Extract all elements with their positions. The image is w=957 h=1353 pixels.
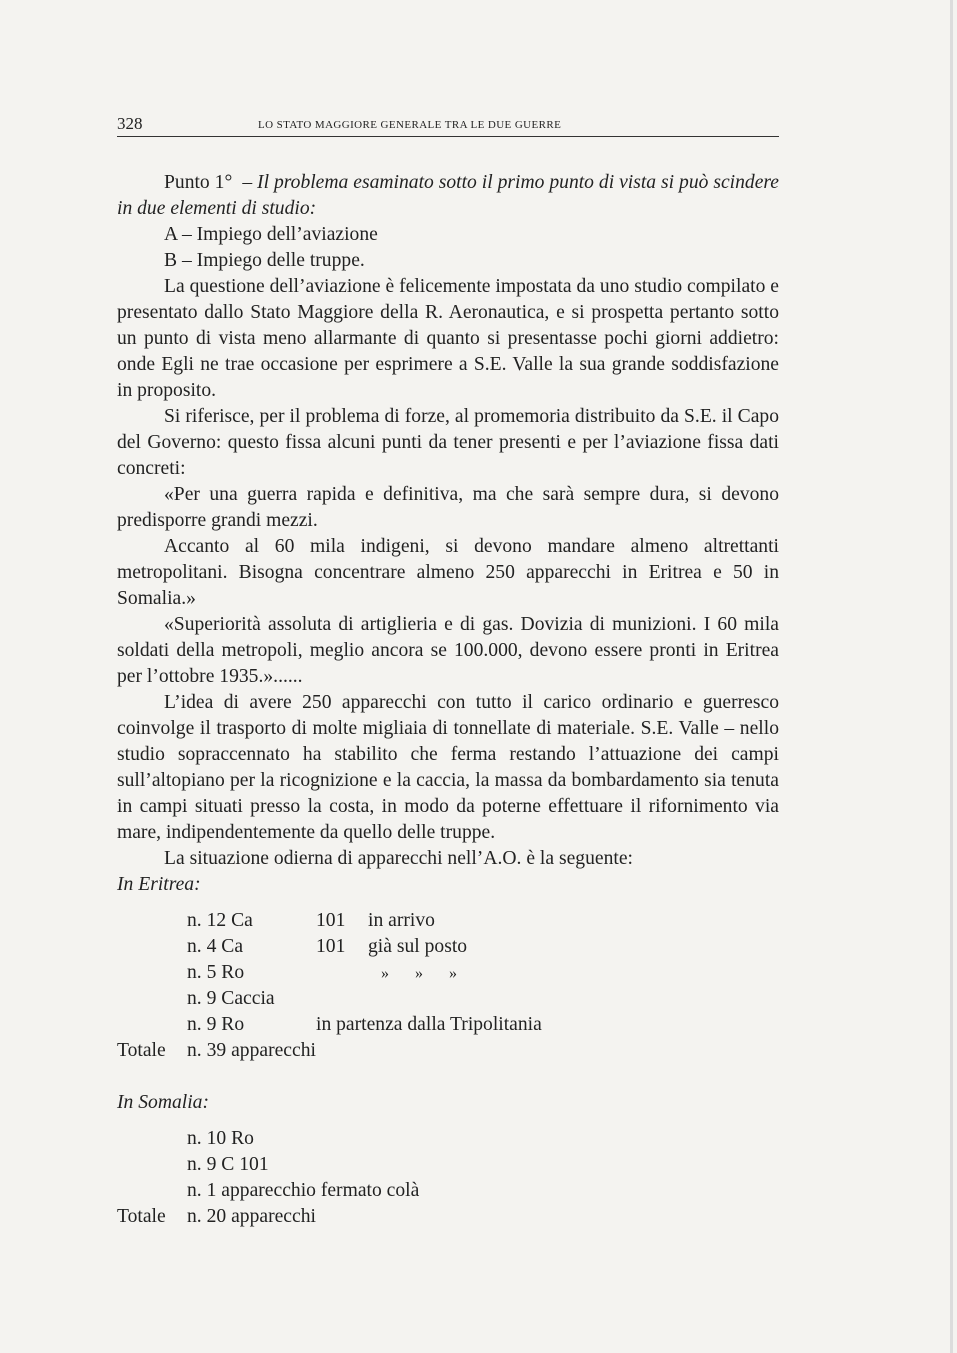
paragraph-7: La situazione odierna di apparecchi nell’A.O. è la seguente: [164,848,633,869]
table-row [117,934,779,960]
table-row [117,1152,779,1178]
point-label: Punto 1° [164,172,233,193]
spacer [117,1064,779,1090]
point-1-paragraph [117,170,779,222]
total-row [117,1038,779,1064]
running-head-title: LO STATO MAGGIORE GENERALE TRA LE DUE GUERRE [258,119,562,131]
cell-quantity: n. 9 Caccia [187,988,275,1009]
paragraph-4: Accanto al 60 mila indigeni, si devono mandare almeno altrettanti metropolitani. Bisogna concentrare almeno 250 apparecchi in Eritrea e 50 in Somalia.» [117,536,779,609]
somalia-title: In Somalia: [117,1092,209,1113]
cell-status: in arrivo [368,910,435,931]
spacer [117,1116,779,1126]
table-row [117,1012,779,1038]
total-label: Totale [117,1040,166,1061]
eritrea-title: In Eritrea: [117,874,201,895]
ditto-mark: » [449,965,457,982]
paragraph-5: «Superiorità assoluta di artiglieria e di gas. Dovizia di munizioni. I 60 mila soldati della metropoli, meglio ancora se 100.000, devono essere pronti in Eritrea per l’ottobre 1935.»...... [117,614,779,687]
total-row [117,1204,779,1230]
cell-model [316,986,368,1012]
paragraph-1: La questione dell’aviazione è felicemente impostata da uno studio compilato e presentato dallo Stato Maggiore della R. Aeronautica, e si prospetta pertanto sotto un punto di vista meno allarmante di quanto si presentasse pochi giorni addietro: onde Egli ne trae occasione per esprimere a S.E. Valle la sua grande soddisfazione in proposito. [117,276,779,401]
cell-quantity: n. 4 Ca [187,936,244,957]
cell-quantity: n. 5 Ro [187,962,245,983]
point-text: – Il problema esaminato sotto il primo punto di vista si può scindere in due elementi di studio: [117,172,780,219]
body-text [117,170,779,1230]
cell-quantity: n. 9 C 101 [187,1154,269,1175]
cell-model [316,960,368,986]
spacer [117,898,779,908]
cell-model: 101 [316,910,346,931]
ditto-mark: » [415,965,423,982]
running-head [117,114,779,137]
paragraph-2: Si riferisce, per il problema di forze, al promemoria distribuito da S.E. il Capo del Governo: questo fissa alcuni punti da tener presenti e per l’aviazione fissa dati concreti: [117,406,779,479]
paragraph-6: L’idea di avere 250 apparecchi con tutto il carico ordinario e guerresco coinvolge il trasporto di molte migliaia di tonnellate di materiale. S.E. Valle – nello studio sopraccennato ha stabilito che ferma restando l’attuazione dei campi sull’altopiano per la ricognizione e la caccia, la massa da bombardamento sia tenuta in campi situati presso la costa, in modo da poterne effettuare il rifornimento via mare, indipendentemente da quello delle truppe. [117,692,779,843]
table-row [117,960,779,986]
cell-quantity: n. 10 Ro [187,1128,254,1149]
cell-model: 101 [316,936,346,957]
cell-quantity: n. 1 apparecchio fermato colà [187,1180,420,1201]
eritrea-table [117,908,779,1064]
paragraph-3: «Per una guerra rapida e definitiva, ma che sarà sempre dura, si devono predisporre grandi mezzi. [117,484,779,531]
total-label: Totale [117,1206,166,1227]
cell-status: in partenza dalla Tripolitania [316,1014,542,1035]
cell-status-ditto [368,960,470,986]
table-row [117,986,779,1012]
table-row [117,1178,779,1204]
total-value: n. 39 apparecchi [187,1040,316,1061]
total-value: n. 20 apparecchi [187,1206,316,1227]
ditto-mark: » [381,965,389,982]
cell-quantity: n. 12 Ca [187,910,253,931]
item-a: A – Impiego dell’aviazione [164,224,378,245]
item-b: B – Impiego delle truppe. [164,250,365,271]
cell-quantity: n. 9 Ro [187,1014,245,1035]
cell-status: già sul posto [368,936,468,957]
somalia-table [117,1126,779,1230]
page-number: 328 [117,114,143,133]
table-row [117,1126,779,1152]
page-edge [950,0,953,1353]
table-row [117,908,779,934]
